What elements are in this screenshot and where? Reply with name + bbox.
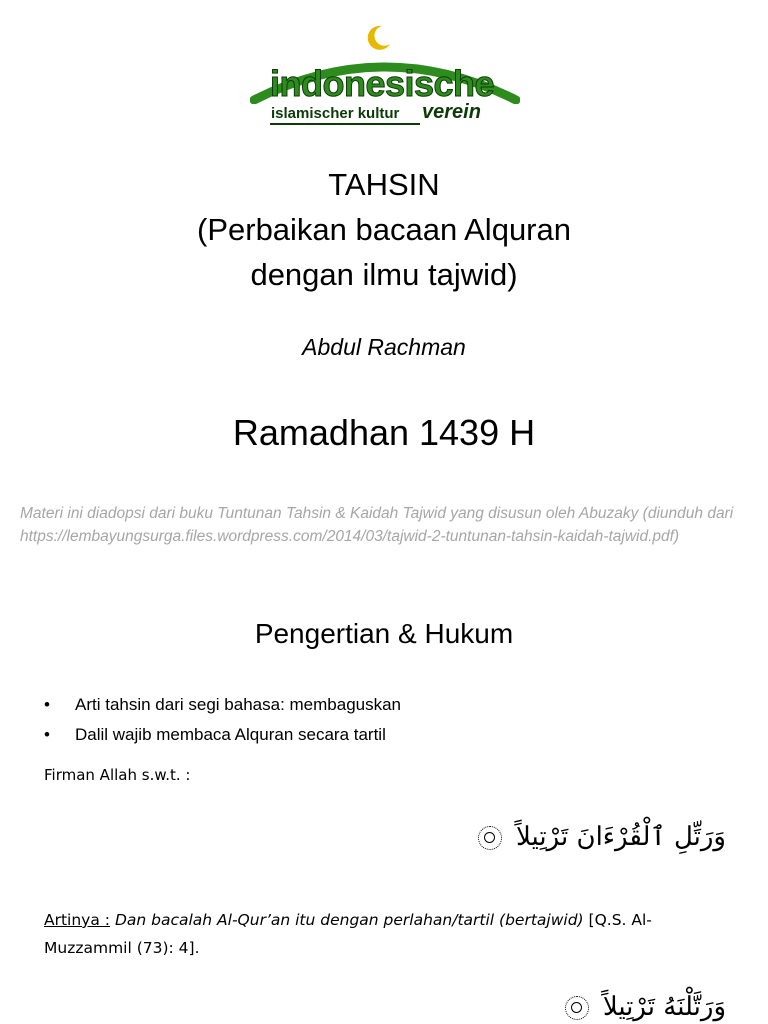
ayah-end-mark-icon [565,996,589,1020]
title-line-2: (Perbaikan bacaan Alquran [197,212,571,247]
quran-verse-2 [565,992,726,1022]
document-title [0,162,768,297]
logo [250,18,520,130]
title-line-3: dengan ilmu tajwid) [250,257,518,292]
title-line-1: TAHSIN [328,167,440,202]
verse-text: وَرَتَّلْنَهُ تَرْتِيلاً [602,992,726,1022]
author-name: Abdul Rachman [302,334,466,360]
translation-paragraph [44,906,724,962]
bullet-list [44,690,401,750]
quran-verse-1 [478,822,726,852]
firman-label: Firman Allah s.w.t. : [44,766,191,784]
section-heading: Pengertian & Hukum [254,618,514,649]
translation-reference: [Q.S. Al-Muzzammil (73): 4]. [44,911,652,957]
ayah-end-mark-icon [478,826,502,850]
logo-verein: verein [422,101,481,123]
translation-text: Dan bacalah Al-Qur’an itu dengan perlahan/tartil (bertajwid) [114,911,584,929]
logo-wordmark: indonesische [270,63,495,104]
date-heading: Ramadhan 1439 H [232,412,536,453]
translation-label: Artinya : [44,911,111,929]
bullet-item: • Dalil wajib membaca Alquran secara tartil [44,720,401,750]
bullet-item: • Arti tahsin dari segi bahasa: membaguskan [44,690,401,720]
logo-underline [270,123,420,125]
verse-text: وَرَتِّلِ ٱلْقُرْءَانَ تَرْتِيلاً [516,822,726,852]
source-note: Materi ini diadopsi dari buku Tuntunan Tahsin & Kaidah Tajwid yang disusun oleh Abuzaky (diunduh dari https://lembayungsurga.files.wordpress.com/2014/03/tajwid-2-tuntunan-tahsin-kaidah-tajwid.pdf) [20,505,734,545]
logo-subtitle: islamischer kultur [271,105,400,122]
